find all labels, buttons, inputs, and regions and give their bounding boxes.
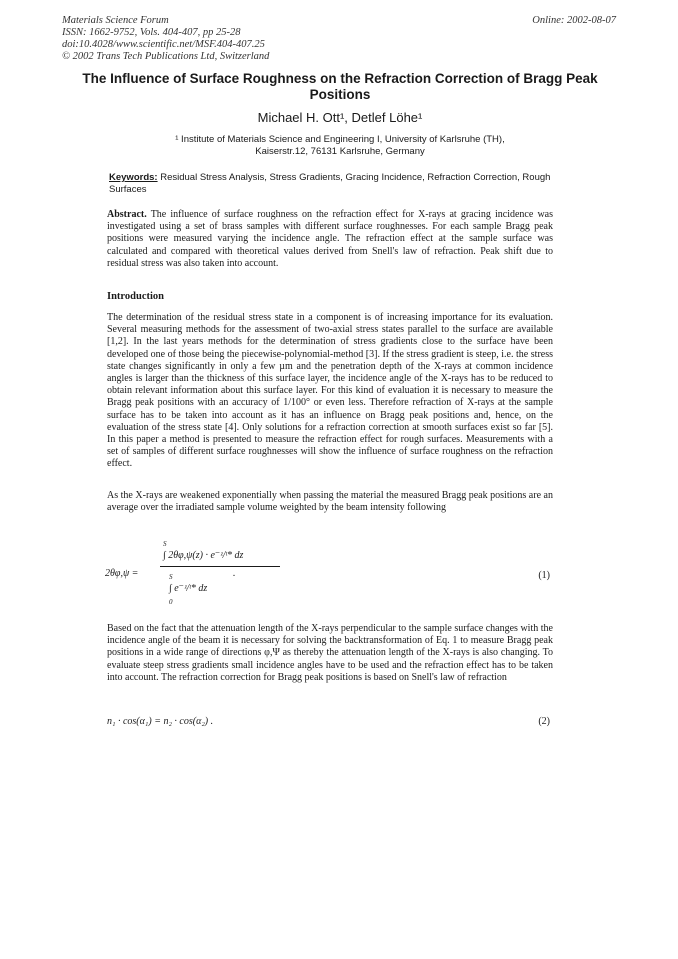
online-date: Online: 2002-08-07 [532, 15, 616, 26]
doi-line: doi:10.4028/www.scientific.net/MSF.404-407.25 [62, 39, 265, 50]
keywords-label: Keywords: [109, 172, 158, 183]
affiliation-line-1: ¹ Institute of Materials Science and Engineering I, University of Karlsruhe (TH), [175, 134, 505, 145]
journal-header [62, 15, 269, 63]
eq1-denominator: ∫ e⁻ᶻ/ᵗ* dz [169, 583, 208, 594]
abstract-text: The influence of surface roughness on the refraction effect for X-rays at gracing incidence was investigated using a set of brass samples with different surface roughnesses. For each sample Bragg peak positions were measured varying the incidence angle. The refraction effect at the sample surface was calculated and compared with theoretical values derived from Snell's law of refraction. Peak shift due to residual stress was also taken into account. [107, 209, 553, 269]
eq1-fraction-bar [160, 566, 280, 567]
abstract [107, 209, 553, 270]
issn-line: ISSN: 1662-9752, Vols. 404-407, pp 25-28 [62, 27, 241, 38]
equation-1 [105, 540, 285, 610]
keywords-text: Residual Stress Analysis, Stress Gradients, Gracing Incidence, Refraction Correction, Rough Surfaces [109, 172, 551, 195]
equation-number-1: (1) [538, 570, 550, 581]
journal-name: Materials Science Forum [62, 15, 169, 26]
equation-number-2: (2) [538, 716, 550, 727]
intro-paragraph-3: Based on the fact that the attenuation length of the X-rays perpendicular to the sample surface changes with the incidence angle of the beam it is necessary for solving the backtransformation of Eq. 1 to measure Bragg peak positions in a wide range of directions φ,Ψ as thereby the attenuation length of the X-rays is also changing. To evaluate steep stress gradients small incidence angles have to be used and the refraction effect has to be taken into account. The refraction correction for Bragg peak positions is based on Snell's law of refraction [107, 623, 553, 683]
affiliation [90, 134, 590, 158]
paper-title: The Influence of Surface Roughness on the Refraction Correction of Bragg Peak Positions [82, 71, 598, 102]
keywords [109, 172, 581, 195]
eq1-dot: . [233, 568, 236, 579]
equation-2: n₁ · cos(α₁) = n₂ · cos(α₂) . [107, 716, 214, 727]
copyright-line: © 2002 Trans Tech Publications Ltd, Switzerland [62, 51, 270, 62]
eq1-den-upper-limit: S [169, 573, 173, 581]
author-list: Michael H. Ott¹, Detlef Löhe¹ [257, 110, 423, 125]
eq1-lhs: 2θφ,ψ = [105, 568, 139, 579]
eq1-lower-limit: 0 [169, 598, 173, 606]
intro-paragraph-2: As the X-rays are weakened exponentially when passing the material the measured Bragg peak positions are an average over the irradiated sample volume weighted by the beam intensity following [107, 490, 553, 514]
section-heading-introduction: Introduction [107, 291, 164, 302]
eq1-numerator: ∫ 2θφ,ψ(z) · e⁻ᶻ/ᵗ* dz [163, 550, 244, 561]
affiliation-line-2: Kaiserstr.12, 76131 Karlsruhe, Germany [255, 146, 425, 157]
intro-paragraph-1: The determination of the residual stress state in a component is of increasing importance for its evaluation. Several measuring methods for the assessment of two-axial stress states parallel to the surface are available [1,2]. In the last years methods for the determination of stress gradients close to the surface have been developed one of those being the piecewise-polynomial-method [3]. If the stress gradient is steep, i.e. the stress state changes significantly in only a few µm and the penetration depth of the X-rays at common incidence angles is larger than the thickness of this surface layer, the incidence angle of the X-rays has to be reduced to obtain relevant information about this surface layer. For this kind of evaluation it is necessary to measure the Bragg peak positions with an accuracy of 1/100° or even less. Therefore refraction of X-rays at the sample surface has to be taken into account as it has an influence on Bragg peak positions and, hence, on the evaluation of the stress state [4]. Only solutions for a refraction correction at smooth surfaces exist so far [5]. In this paper a method is presented to measure the refraction effect for rough surfaces. Measurements with a set of samples of different surface roughnesses will show the influence of surface roughness on the refraction effect. [107, 312, 553, 470]
abstract-label: Abstract. [107, 209, 147, 220]
eq1-upper-limit: S [163, 540, 167, 548]
